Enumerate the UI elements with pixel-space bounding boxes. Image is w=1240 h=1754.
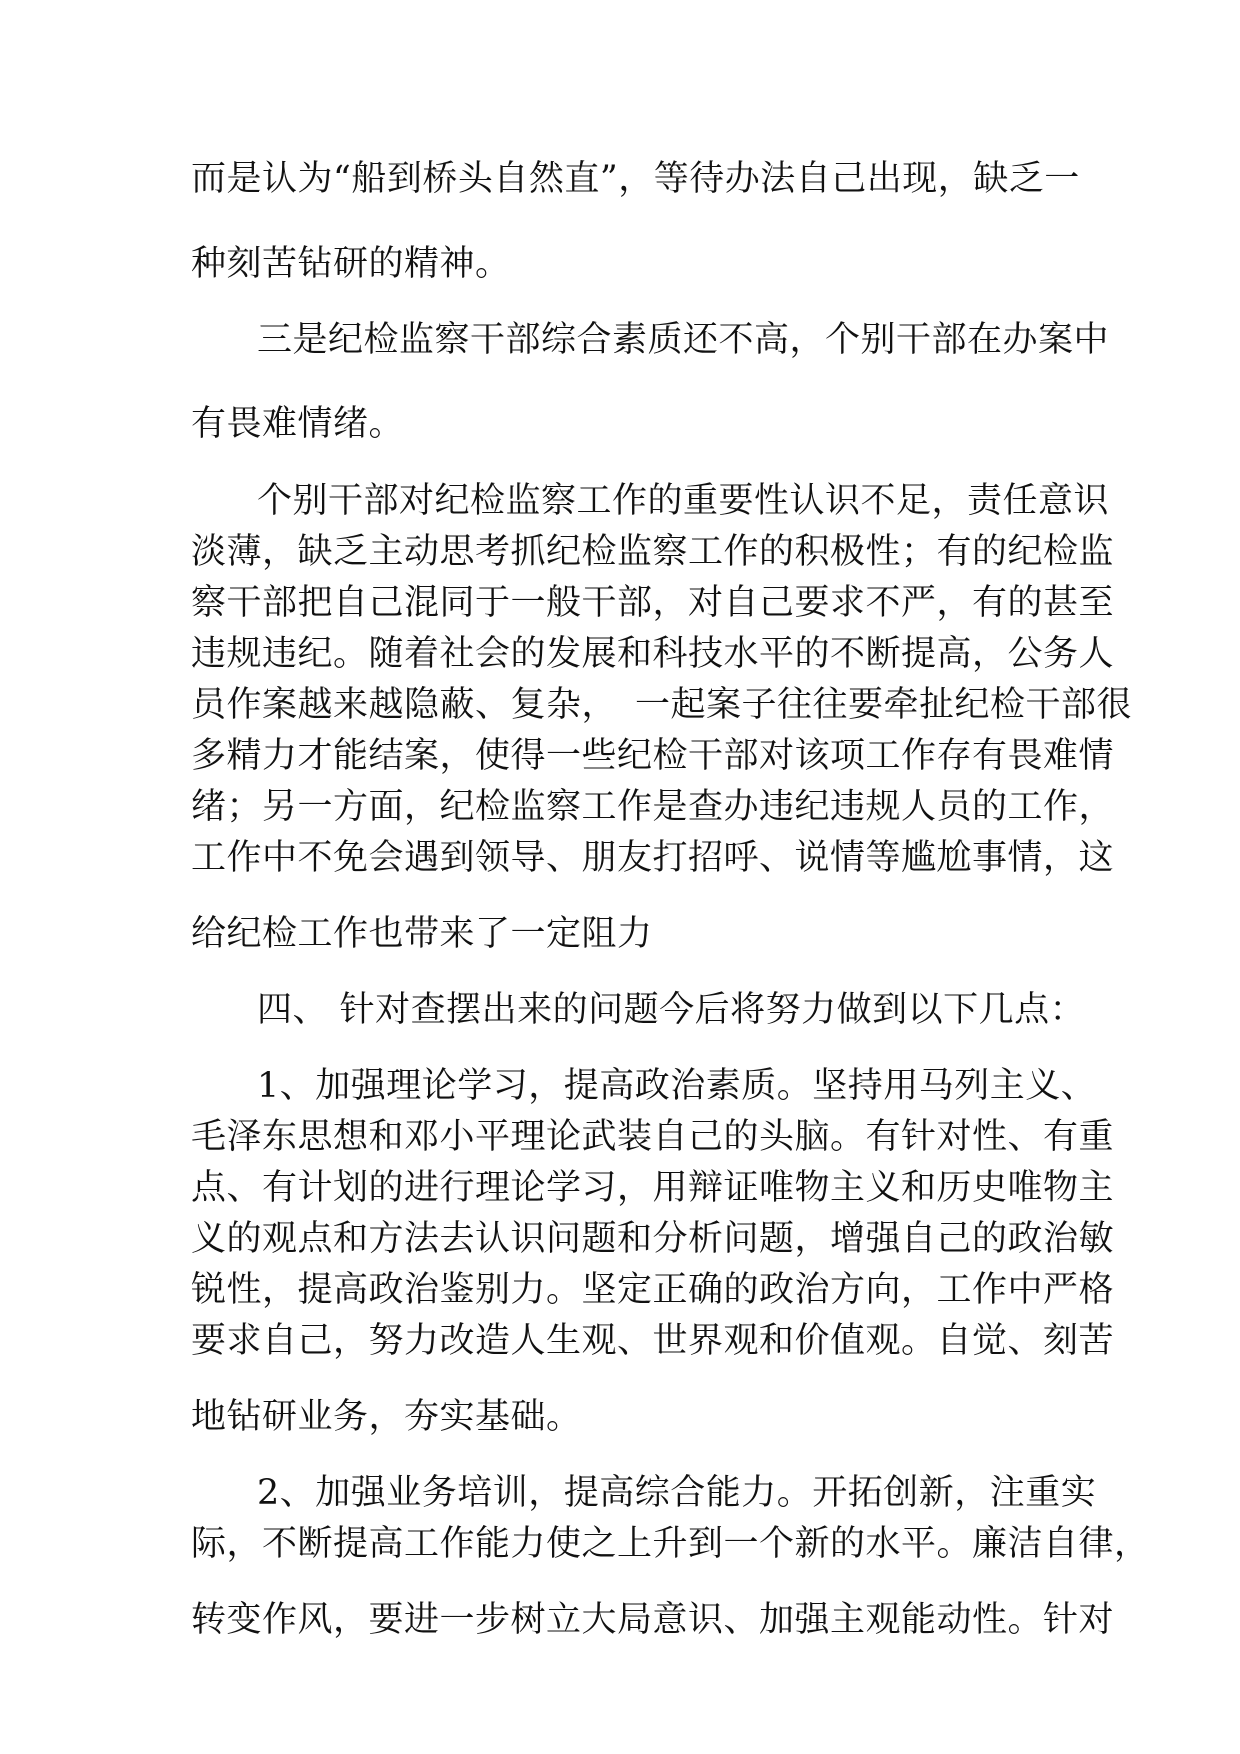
text-line: 义的观点和方法去认识问题和分析问题，增强自己的政治敏 <box>191 1219 1115 1259</box>
text-line: 点、有计划的进行理论学习，用辩证唯物主义和历史唯物主 <box>191 1168 1115 1208</box>
text-line: 多精力才能结案，使得一些纪检干部对该项工作存有畏难情 <box>191 736 1115 776</box>
text-line: 绪；另一方面，纪检监察工作是查办违纪违规人员的工作， <box>191 787 1115 827</box>
text-line: 四、 针对查摆出来的问题今后将努力做到以下几点： <box>257 990 1086 1030</box>
text-line: 毛泽东思想和邓小平理论武装自己的头脑。有针对性、有重 <box>191 1117 1115 1157</box>
text-line: 地钻研业务，夯实基础。 <box>191 1397 582 1437</box>
text-line: 而是认为“船到桥头自然直”，等待办法自己出现，缺乏一 <box>191 159 1080 199</box>
text-line: 违规违纪。随着社会的发展和科技水平的不断提高，公务人 <box>191 634 1115 674</box>
text-line: 给纪检工作也带来了一定阻力 <box>191 914 653 954</box>
text-line: 淡薄，缺乏主动思考抓纪检监察工作的积极性；有的纪检监 <box>191 532 1115 572</box>
text-line: 际，不断提高工作能力使之上升到一个新的水平。廉洁自律， <box>191 1524 1150 1564</box>
text-line: 个别干部对纪检监察工作的重要性认识不足，责任意识 <box>257 481 1110 521</box>
text-line: 要求自己，努力改造人生观、世界观和价值观。自觉、刻苦 <box>191 1321 1115 1361</box>
text-line: 员作案越来越隐蔽、复杂， 一起案子往往要牵扯纪检干部很 <box>191 685 1133 725</box>
text-line: 2、加强业务培训，提高综合能力。开拓创新，注重实 <box>257 1473 1097 1513</box>
text-line: 种刻苦钻研的精神。 <box>191 244 511 284</box>
text-line: 锐性，提高政治鉴别力。坚定正确的政治方向，工作中严格 <box>191 1270 1115 1310</box>
text-line: 转变作风，要进一步树立大局意识、加强主观能动性。针对 <box>191 1600 1115 1640</box>
text-line: 1、加强理论学习，提高政治素质。坚持用马列主义、 <box>257 1066 1097 1106</box>
text-line: 三是纪检监察干部综合素质还不高，个别干部在办案中 <box>257 320 1110 360</box>
text-line: 工作中不免会遇到领导、朋友打招呼、说情等尴尬事情，这 <box>191 838 1115 878</box>
text-line: 有畏难情绪。 <box>191 404 405 444</box>
text-line: 察干部把自己混同于一般干部，对自己要求不严，有的甚至 <box>191 583 1115 623</box>
